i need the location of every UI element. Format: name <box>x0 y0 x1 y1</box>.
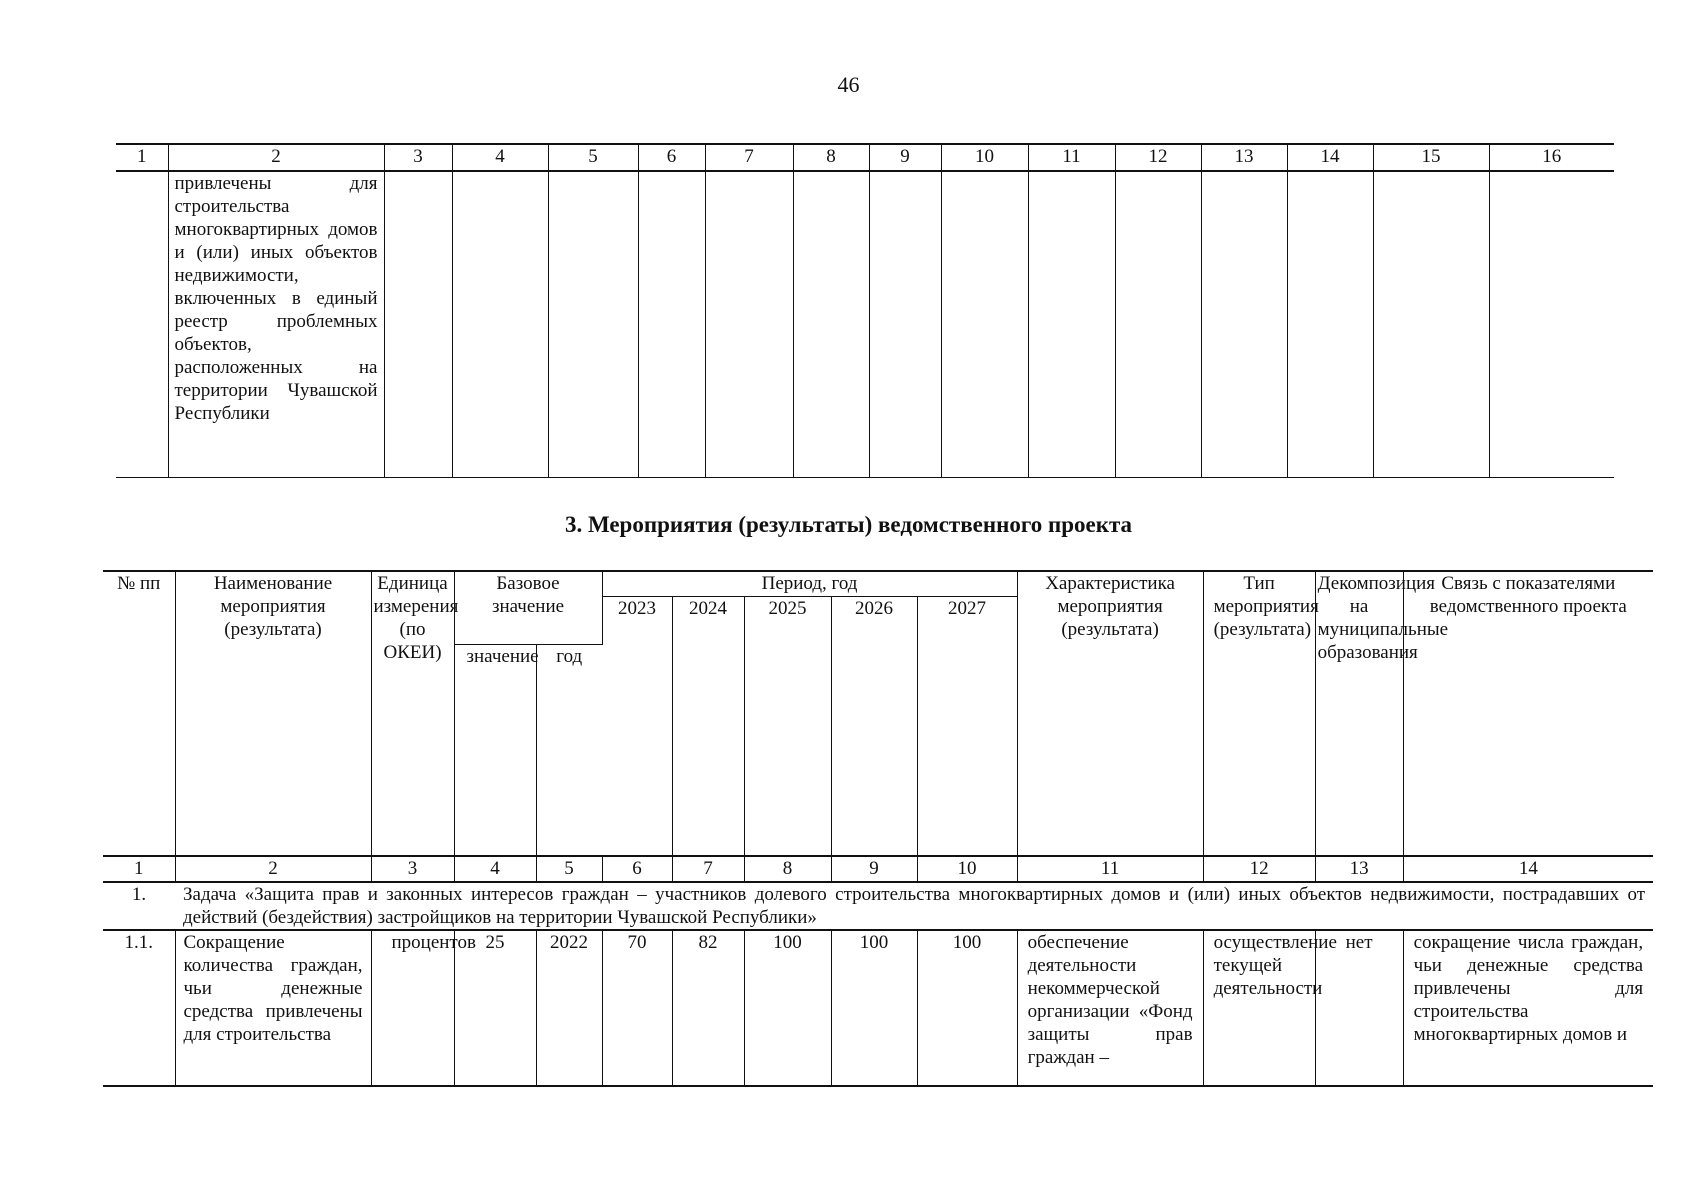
row-number: 1.1. <box>103 930 175 1086</box>
base-year-cell: 2022 <box>536 930 602 1086</box>
header-base-year: год <box>536 645 602 857</box>
indicator-name-cell: привлечены для строительства многоквартирных домов и (или) иных объектов недвижимости, включенных в единый реестр проблемных объектов, расположенных на территории Чувашской Республики <box>168 171 384 478</box>
section-heading: 3. Мероприятия (результаты) ведомственного проекта <box>564 512 1133 537</box>
header-year: 2026 <box>831 597 917 857</box>
continued-indicators-table <box>116 143 1614 478</box>
header-year: 2025 <box>744 597 831 857</box>
decomposition-cell: нет <box>1315 930 1403 1086</box>
event-name: Сокращение количества граждан, чьи денежные средства привлечены для строительства <box>175 930 371 1086</box>
col-num: 5 <box>536 856 602 882</box>
col-num: 8 <box>744 856 831 882</box>
col-num: 9 <box>831 856 917 882</box>
col-num: 13 <box>1315 856 1403 882</box>
col-num: 10 <box>917 856 1017 882</box>
events-table <box>103 570 1653 1087</box>
table-row <box>103 930 1653 1086</box>
col-num: 13 <box>1201 144 1287 171</box>
link-cell: сокращение числа граждан, чьи денежные средства привлечены для строительства многоквартирных домов и <box>1403 930 1653 1086</box>
col-num: 6 <box>638 144 705 171</box>
base-value-cell: 25 <box>454 930 536 1086</box>
col-num: 8 <box>793 144 869 171</box>
col-num: 4 <box>452 144 548 171</box>
col-num: 11 <box>1028 144 1115 171</box>
col-num: 15 <box>1373 144 1489 171</box>
col-num: 14 <box>1403 856 1653 882</box>
header-year: 2023 <box>602 597 672 857</box>
header-year: 2024 <box>672 597 744 857</box>
col-num: 6 <box>602 856 672 882</box>
col-num: 3 <box>371 856 454 882</box>
header-row <box>103 571 1653 597</box>
header-type: Тип мероприятия (результата) <box>1203 571 1315 856</box>
col-num: 12 <box>1115 144 1201 171</box>
col-num: 1 <box>116 144 168 171</box>
col-num: 14 <box>1287 144 1373 171</box>
column-number-row <box>116 144 1614 171</box>
header-characteristic: Характеристика мероприятия (результата) <box>1017 571 1203 856</box>
unit-cell: процентов <box>371 930 454 1086</box>
task-row <box>103 882 1653 930</box>
header-period: Период, год <box>602 571 1017 597</box>
col-num: 2 <box>168 144 384 171</box>
col-num: 10 <box>941 144 1028 171</box>
value-2023-cell: 70 <box>602 930 672 1086</box>
col-num: 5 <box>548 144 638 171</box>
header-link: Связь с показателями ведомственного проекта <box>1403 571 1653 856</box>
header-base: Базовое значение <box>454 571 602 645</box>
page-number: 46 <box>837 72 860 97</box>
col-num: 7 <box>705 144 793 171</box>
col-num: 9 <box>869 144 941 171</box>
table-row <box>116 171 1614 478</box>
column-number-row <box>103 856 1653 882</box>
col-num: 12 <box>1203 856 1315 882</box>
characteristic-cell: обеспечение деятельности некоммерческой организации «Фонд защиты прав граждан – <box>1017 930 1203 1086</box>
value-2025-cell: 100 <box>744 930 831 1086</box>
value-2026-cell: 100 <box>831 930 917 1086</box>
value-2027-cell: 100 <box>917 930 1017 1086</box>
header-name: Наименование мероприятия (результата) <box>175 571 371 856</box>
header-num: № пп <box>103 571 175 856</box>
col-num: 11 <box>1017 856 1203 882</box>
col-num: 1 <box>103 856 175 882</box>
value-2024-cell: 82 <box>672 930 744 1086</box>
header-year: 2027 <box>917 597 1017 857</box>
task-number: 1. <box>103 882 175 930</box>
header-decomposition: Декомпозиция на муниципальные образования <box>1315 571 1403 856</box>
task-text: Задача «Защита прав и законных интересов граждан – участников долевого строительства многоквартирных домов и (или) иных объектов недвижимости, пострадавших от действий (бездействия) застройщиков на территории Чувашской Республики» <box>175 882 1653 930</box>
col-num: 2 <box>175 856 371 882</box>
type-cell: осуществление текущей деятельности <box>1203 930 1315 1086</box>
col-num: 3 <box>384 144 452 171</box>
header-base-value: значение <box>454 645 536 857</box>
col-num: 4 <box>454 856 536 882</box>
col-num: 7 <box>672 856 744 882</box>
header-unit: Единица измерения (по ОКЕИ) <box>371 571 454 856</box>
col-num: 16 <box>1489 144 1614 171</box>
